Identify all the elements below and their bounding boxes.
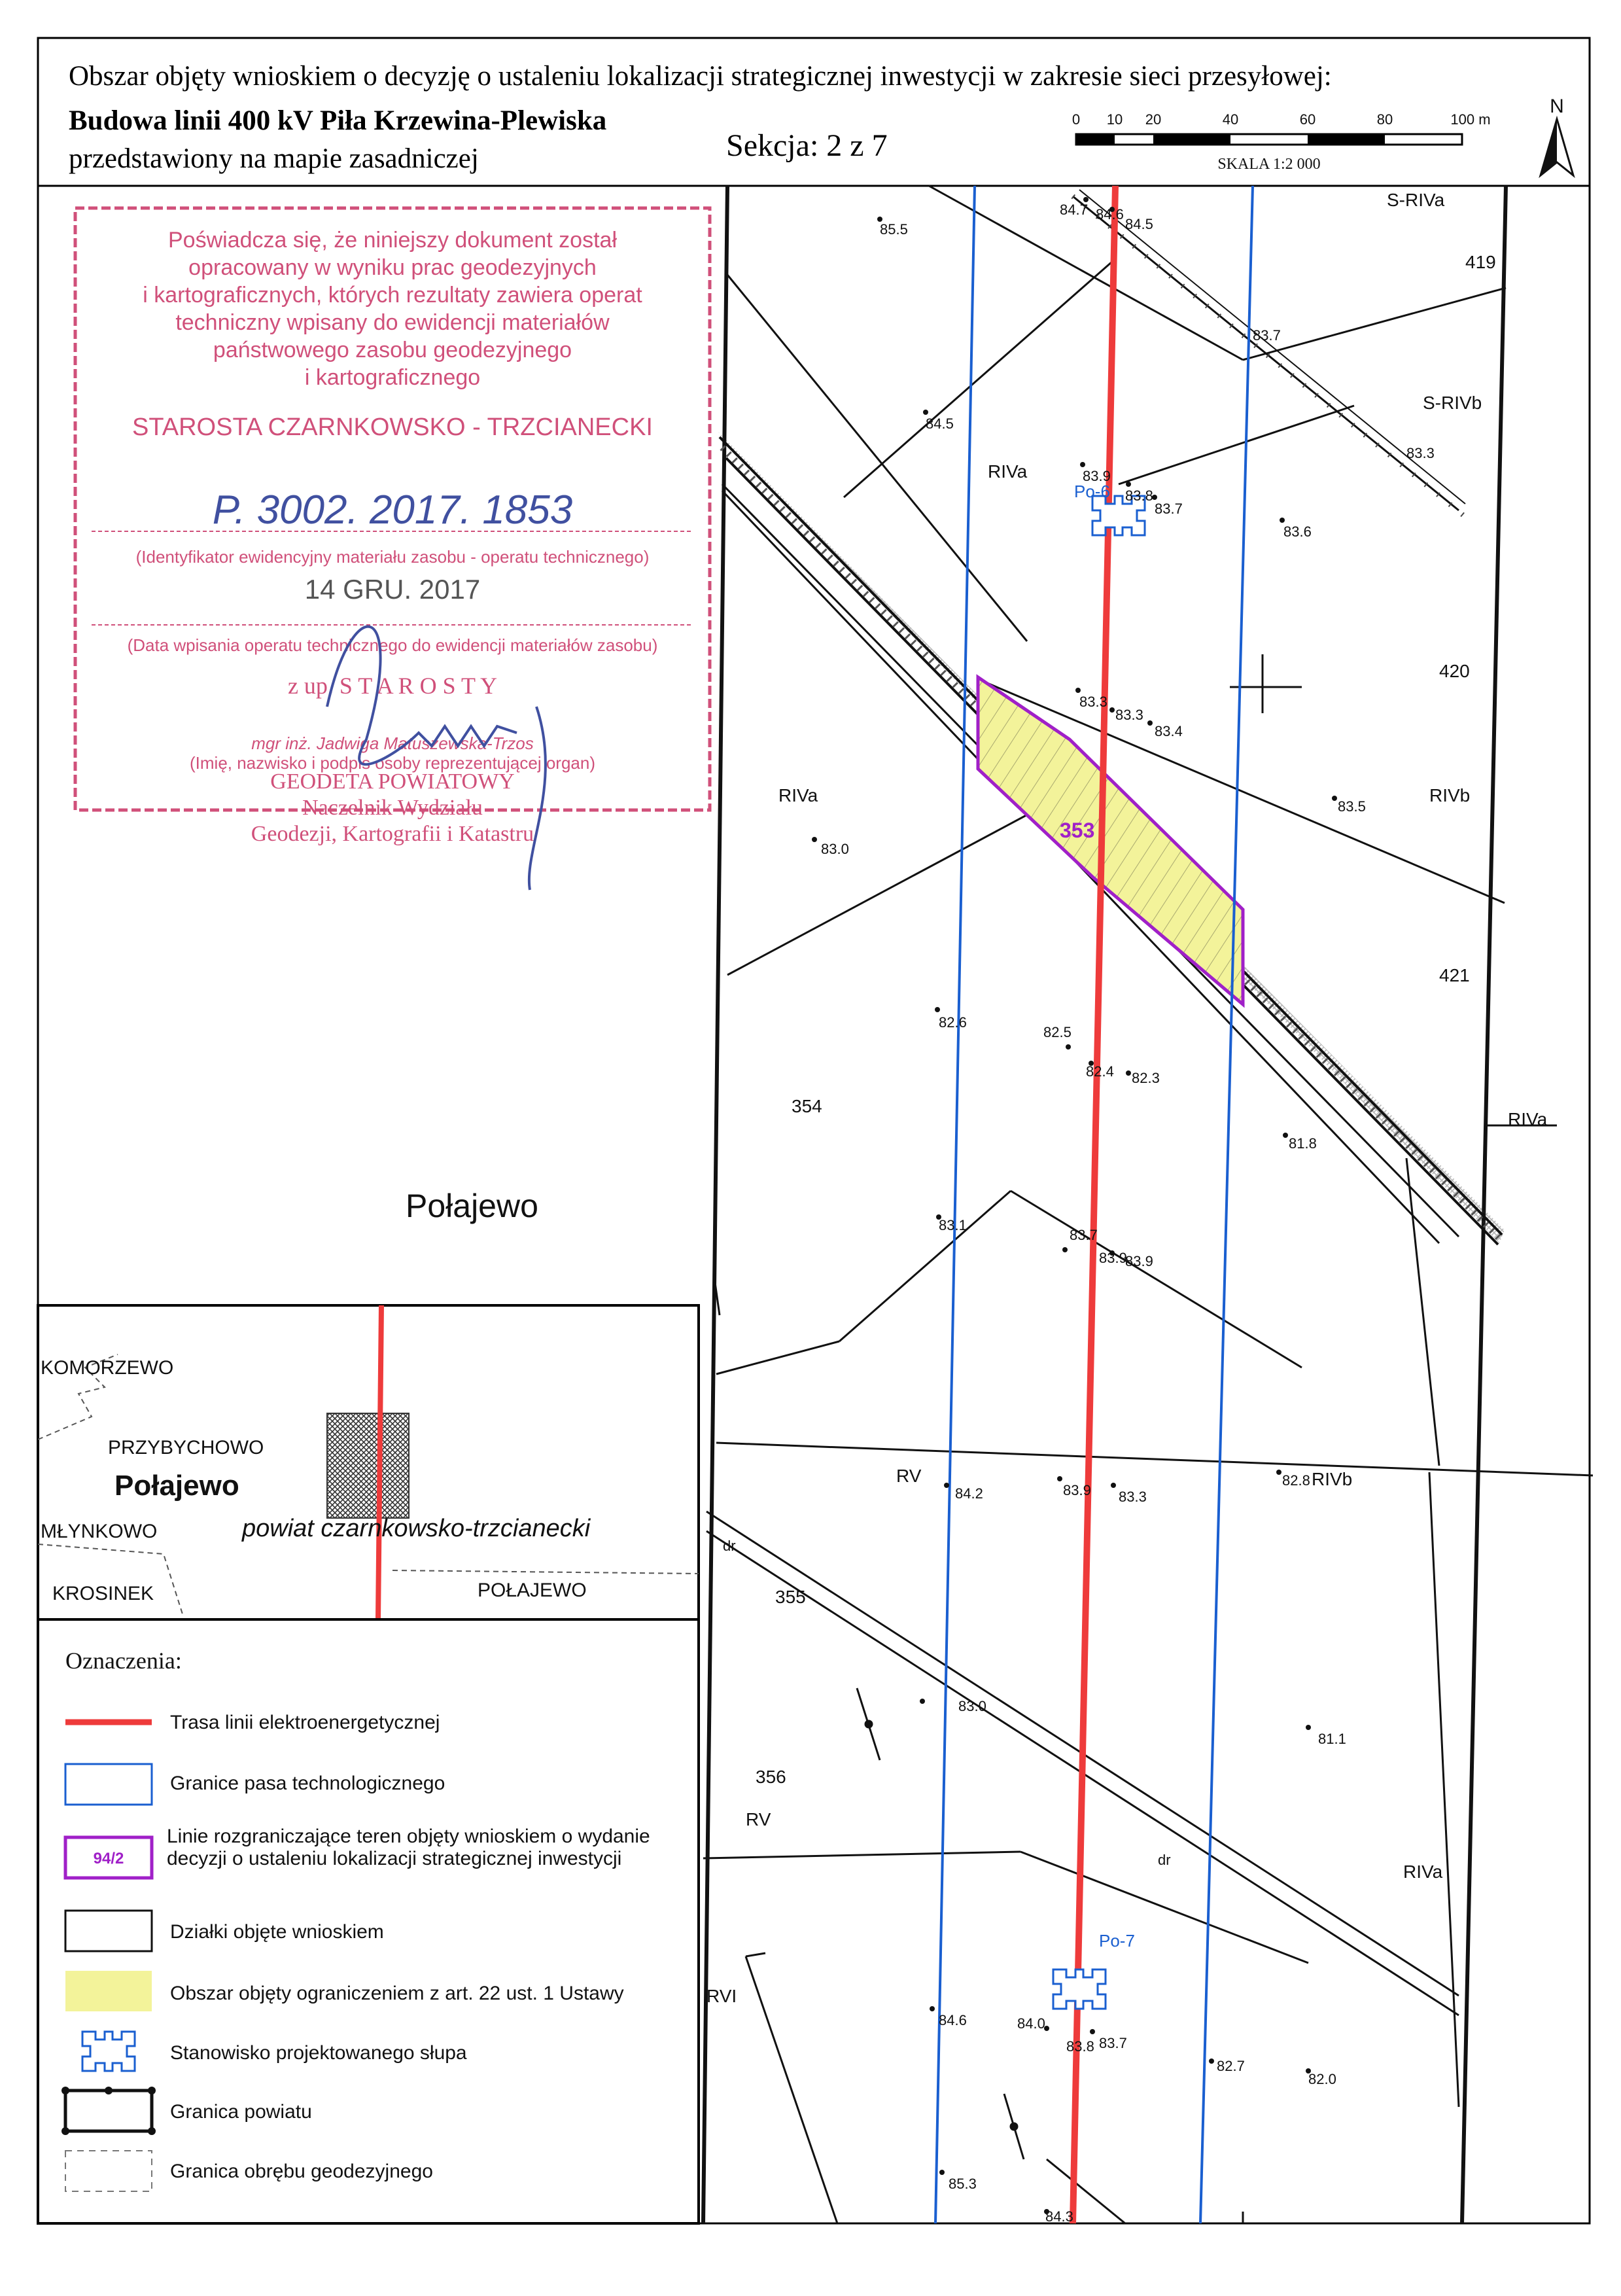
land-class-label: RIVb <box>1312 1469 1353 1489</box>
elevation-label: 84.7 <box>1060 202 1088 218</box>
inset-place: MŁYNKOWO <box>41 1521 158 1542</box>
header-title-line1: Obszar objęty wnioskiem o decyzję o ustaleniu lokalizacji strategicznej inwestycji w zakresie sieci przesyłowej: <box>69 61 1332 92</box>
road-label: dr <box>723 1538 736 1554</box>
inset-county: powiat czarnkowsko-trzcianecki <box>242 1515 591 1542</box>
stamp-signer: mgr inż. Jadwiga Matuszewska-Trzos <box>251 733 534 753</box>
parcel-label: 356 <box>756 1767 786 1787</box>
header-title-line3: przedstawiony na mapie zasadniczej <box>69 143 479 174</box>
legend-restriction-swatch <box>65 1971 152 2011</box>
elevation-label: 83.0 <box>958 1698 986 1714</box>
elevation-label: 83.7 <box>1253 327 1281 344</box>
legend-item: Granice pasa technologicznego <box>170 1773 445 1794</box>
north-label: N <box>1550 96 1564 117</box>
legend-item: Obszar objęty ograniczeniem z art. 22 ust. 1 Ustawy <box>170 1983 624 2004</box>
elevation-label: 84.6 <box>1096 206 1124 222</box>
elevation-label: 82.5 <box>1043 1024 1072 1040</box>
scale-bar <box>1072 111 1491 173</box>
elevation-label: 81.8 <box>1289 1135 1317 1152</box>
town-label: Połajewo <box>406 1188 538 1224</box>
scale-tick: 0 <box>1072 111 1081 128</box>
elevation-label: 84.2 <box>955 1485 983 1502</box>
elevation-label: 83.3 <box>1115 707 1143 723</box>
elevation-label: 81.1 <box>1318 1731 1346 1747</box>
scale-tick: 100 m <box>1450 111 1491 128</box>
elevation-label: 83.9 <box>1099 1250 1127 1266</box>
stamp-office: Geodezji, Kartografii i Katastru <box>251 822 534 846</box>
application-boundary <box>978 677 1243 1004</box>
parcel-label: 421 <box>1439 965 1470 985</box>
land-class-label: S-RIVa <box>1387 190 1445 210</box>
legend-item: Granica powiatu <box>170 2101 312 2123</box>
parcel-label: 354 <box>792 1096 822 1116</box>
elevation-label: 84.5 <box>926 415 954 432</box>
legend-pole-swatch <box>82 2032 135 2071</box>
elevation-label: 82.6 <box>939 1014 967 1031</box>
elevation-label: 84.3 <box>1045 2208 1073 2225</box>
land-class-label: RVI <box>706 1986 737 2006</box>
elevation-label: 83.7 <box>1155 501 1183 517</box>
land-class-label: RIVa <box>1403 1862 1443 1882</box>
elevation-label: 84.5 <box>1125 216 1153 232</box>
stamp-sign-line: z up. S T A R O S T Y <box>287 673 498 699</box>
stamp-line: Poświadcza się, że niniejszy dokument został <box>168 228 617 253</box>
inset-commune: Połajewo <box>114 1470 239 1502</box>
elevation-label: 83.1 <box>939 1217 967 1233</box>
elevation-label: 83.8 <box>1066 2038 1094 2055</box>
scale-tick: 60 <box>1299 111 1316 128</box>
pole-label: Po-7 <box>1099 1931 1135 1951</box>
elevation-label: 84.0 <box>1017 2015 1045 2032</box>
stamp-line: państwowego zasobu geodezyjnego <box>213 338 572 362</box>
stamp-line: i kartograficznych, których rezultaty zawiera operat <box>143 283 642 308</box>
scale-tick: 80 <box>1376 111 1393 128</box>
scale-tick: 20 <box>1145 111 1162 128</box>
stamp-line: techniczny wpisany do ewidencji materiałów <box>175 310 610 335</box>
stamp-caption: (Imię, nazwisko i podpis osoby reprezentującej organ) <box>190 753 595 773</box>
elevation-label: 82.0 <box>1308 2071 1336 2087</box>
section-label: Sekcja: 2 z 7 <box>726 128 888 163</box>
legend-sample-label: 94/2 <box>93 1850 124 1867</box>
north-arrow-icon <box>1541 96 1573 175</box>
elevation-label: 83.8 <box>1125 487 1153 504</box>
scale-label: SKALA 1:2 000 <box>1217 156 1321 173</box>
legend-item: Działki objęte wnioskiem <box>170 1921 384 1943</box>
stamp-identifier: P. 3002. 2017. 1853 <box>212 487 573 533</box>
stamp-line: opracowany w wyniku prac geodezyjnych <box>188 255 597 280</box>
land-class-label: RV <box>746 1809 771 1829</box>
inset-place: PRZYBYCHOWO <box>108 1437 264 1458</box>
legend-item: Granica obrębu geodezyjnego <box>170 2161 433 2182</box>
pole-po7-symbol <box>1053 1969 1106 2009</box>
elevation-label: 84.6 <box>939 2012 967 2028</box>
legend-title: Oznaczenia: <box>65 1648 182 1674</box>
legend-item: Linie rozgraniczające teren objęty wnioskiem o wydanie decyzji o ustaleniu lokalizacji strategicznej inwestycji <box>167 1826 650 1869</box>
land-class-label: RIVa <box>778 785 818 805</box>
elevation-label: 82.7 <box>1217 2058 1245 2074</box>
elevation-label: 82.3 <box>1132 1070 1160 1086</box>
elevation-label: 83.7 <box>1099 2035 1127 2051</box>
elevation-label: 83.3 <box>1079 694 1107 710</box>
elevation-label: 85.5 <box>880 221 908 238</box>
stamp-caption: (Identyfikator ewidencyjny materiału zasobu - operatu technicznego) <box>135 547 650 567</box>
land-class-label: RV <box>896 1466 922 1486</box>
land-class-label: RIVb <box>1429 785 1471 805</box>
parcel-label: 420 <box>1439 661 1470 681</box>
road-label: dr <box>1158 1852 1171 1868</box>
stamp-office: Naczelnik Wydziału <box>302 796 483 820</box>
elevation-label: 83.9 <box>1125 1253 1153 1269</box>
scale-tick: 10 <box>1106 111 1123 128</box>
pole-label: Po-6 <box>1074 482 1110 501</box>
stamp-office: GEODETA POWIATOWY <box>270 769 515 794</box>
land-class-label: RIVa <box>988 461 1028 482</box>
inset-place: POŁAJEWO <box>478 1580 587 1601</box>
elevation-label: 83.6 <box>1283 523 1312 540</box>
elevation-label: 83.9 <box>1083 468 1111 484</box>
parcel-label: 355 <box>775 1587 806 1607</box>
certification-stamp <box>75 208 710 890</box>
stamp-line: i kartograficznego <box>304 365 481 390</box>
selected-parcel-label: 353 <box>1060 819 1095 842</box>
header-title-line2: Budowa linii 400 kV Piła Krzewina-Plewiska <box>69 105 607 136</box>
stamp-date: 14 GRU. 2017 <box>304 574 481 605</box>
elevation-label: 82.8 <box>1282 1472 1310 1489</box>
elevation-label: 83.5 <box>1338 798 1366 815</box>
legend <box>38 1619 699 2223</box>
elevation-label: 83.9 <box>1063 1482 1091 1498</box>
location-inset <box>38 1305 699 1619</box>
stamp-authority: STAROSTA CZARNKOWSKO - TRZCIANECKI <box>132 414 653 441</box>
parcel-label: 419 <box>1465 252 1496 272</box>
elevation-label: 83.3 <box>1406 445 1435 461</box>
elevation-label: 83.7 <box>1070 1227 1098 1243</box>
inset-place: KOMORZEWO <box>41 1357 174 1379</box>
inset-place: KROSINEK <box>52 1583 154 1604</box>
elevation-label: 82.4 <box>1086 1063 1114 1080</box>
direction-arrows <box>715 1282 1024 2159</box>
legend-item: Trasa linii elektroenergetycznej <box>170 1712 440 1733</box>
elevation-label: 83.3 <box>1119 1489 1147 1505</box>
stamp-caption: (Data wpisania operatu technicznego do ewidencji materiałów zasobu) <box>127 635 658 655</box>
legend-item: Stanowisko projektowanego słupa <box>170 2042 467 2064</box>
land-class-label: RIVa <box>1508 1109 1548 1129</box>
land-class-label: S-RIVb <box>1423 393 1482 413</box>
scale-tick: 40 <box>1222 111 1239 128</box>
elevation-label: 83.0 <box>821 841 849 857</box>
elevation-label: 85.3 <box>949 2176 977 2192</box>
elevation-label: 83.4 <box>1155 723 1183 739</box>
